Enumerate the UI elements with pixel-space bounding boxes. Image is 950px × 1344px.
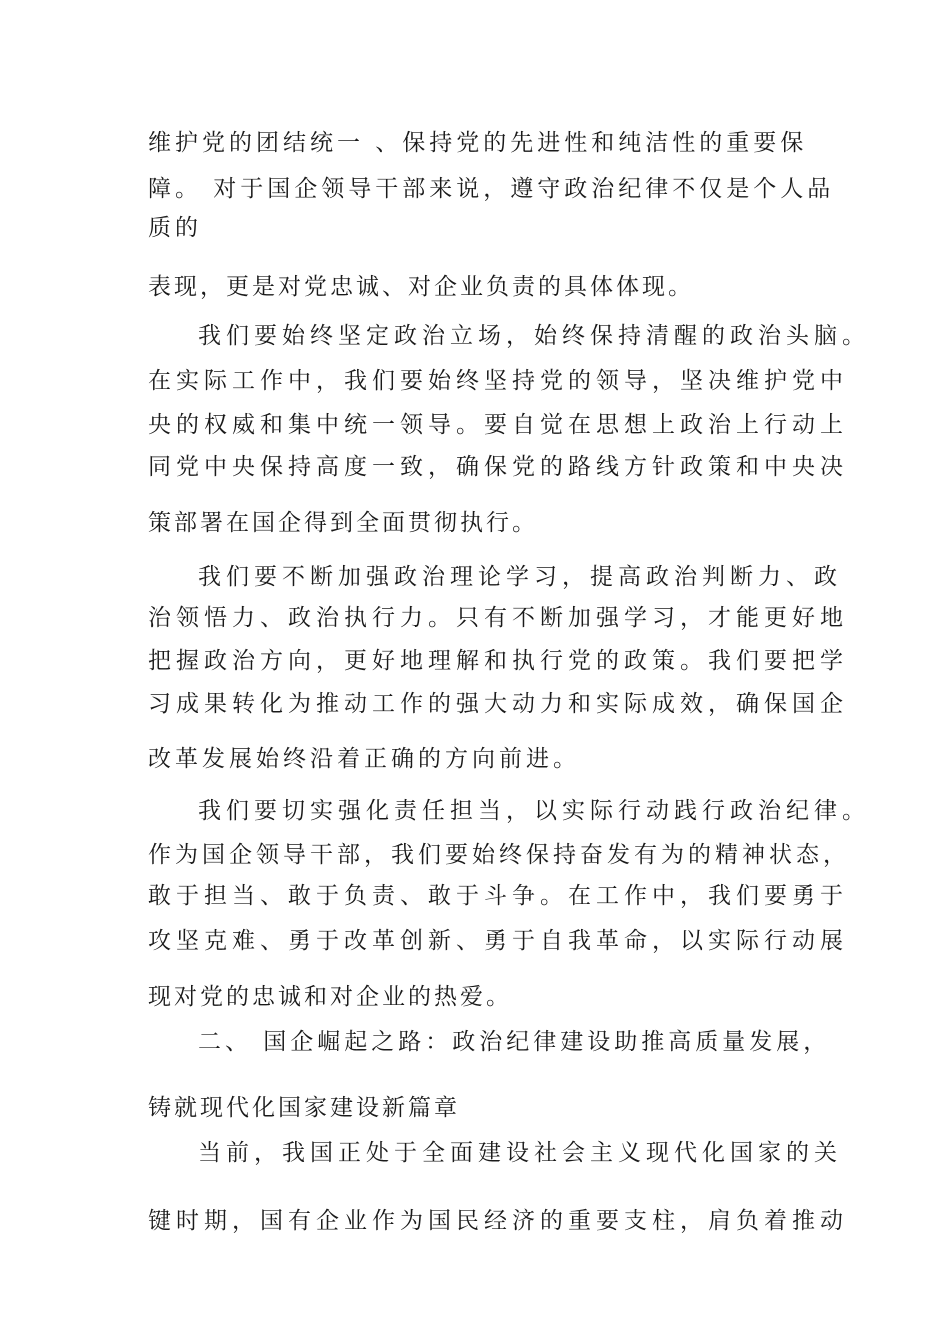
text-line: 作为国企领导干部，我们要始终保持奋发有为的精神状态， xyxy=(148,842,850,868)
text-line: 敢于担当、敢于负责、敢于斗争。在工作中，我们要勇于 xyxy=(148,883,848,909)
text-line: 治领悟力、政治执行力。只有不断加强学习，才能更好地 xyxy=(148,605,848,631)
text-line: 习成果转化为推动工作的强大动力和实际成效，确保国企 xyxy=(148,691,848,717)
text-line: 质的 xyxy=(148,215,202,241)
text-line: 攻坚克难、勇于改革创新、勇于自我革命，以实际行动展 xyxy=(148,928,848,954)
text-line: 表现，更是对党忠诚、对企业负责的具体体现。 xyxy=(148,274,694,300)
text-line: 键时期，国有企业作为国民经济的重要支柱，肩负着推动 xyxy=(148,1208,848,1234)
text-line: 维护党的团结统一 、保持党的先进性和纯洁性的重要保 xyxy=(148,130,808,156)
text-line: 障。 对于国企领导干部来说，遵守政治纪律不仅是个人品 xyxy=(148,176,835,202)
paragraph-first-line: 我们要切实强化责任担当，以实际行动践行政治纪律。 xyxy=(198,798,870,824)
text-line: 央的权威和集中统一领导。要自觉在思想上政治上行动上 xyxy=(148,412,848,438)
section-heading-continued: 铸就现代化国家建设新篇章 xyxy=(148,1095,460,1121)
text-line: 策部署在国企得到全面贯彻执行。 xyxy=(148,510,538,536)
text-line: 同党中央保持高度一致，确保党的路线方针政策和中央决 xyxy=(148,454,848,480)
text-line: 现对党的忠诚和对企业的热爱。 xyxy=(148,984,512,1010)
text-line: 把握政治方向，更好地理解和执行党的政策。我们要把学 xyxy=(148,648,848,674)
section-heading: 二、 国企崛起之路：政治纪律建设助推高质量发展， xyxy=(198,1029,831,1055)
paragraph-first-line: 我们要始终坚定政治立场，始终保持清醒的政治头脑。 xyxy=(198,323,870,349)
text-line: 在实际工作中，我们要始终坚持党的领导，坚决维护党中 xyxy=(148,368,848,394)
paragraph-first-line: 当前，我国正处于全面建设社会主义现代化国家的关 xyxy=(198,1140,842,1166)
paragraph-first-line: 我们要不断加强政治理论学习，提高政治判断力、政 xyxy=(198,564,842,590)
text-line: 改革发展始终沿着正确的方向前进。 xyxy=(148,746,580,772)
